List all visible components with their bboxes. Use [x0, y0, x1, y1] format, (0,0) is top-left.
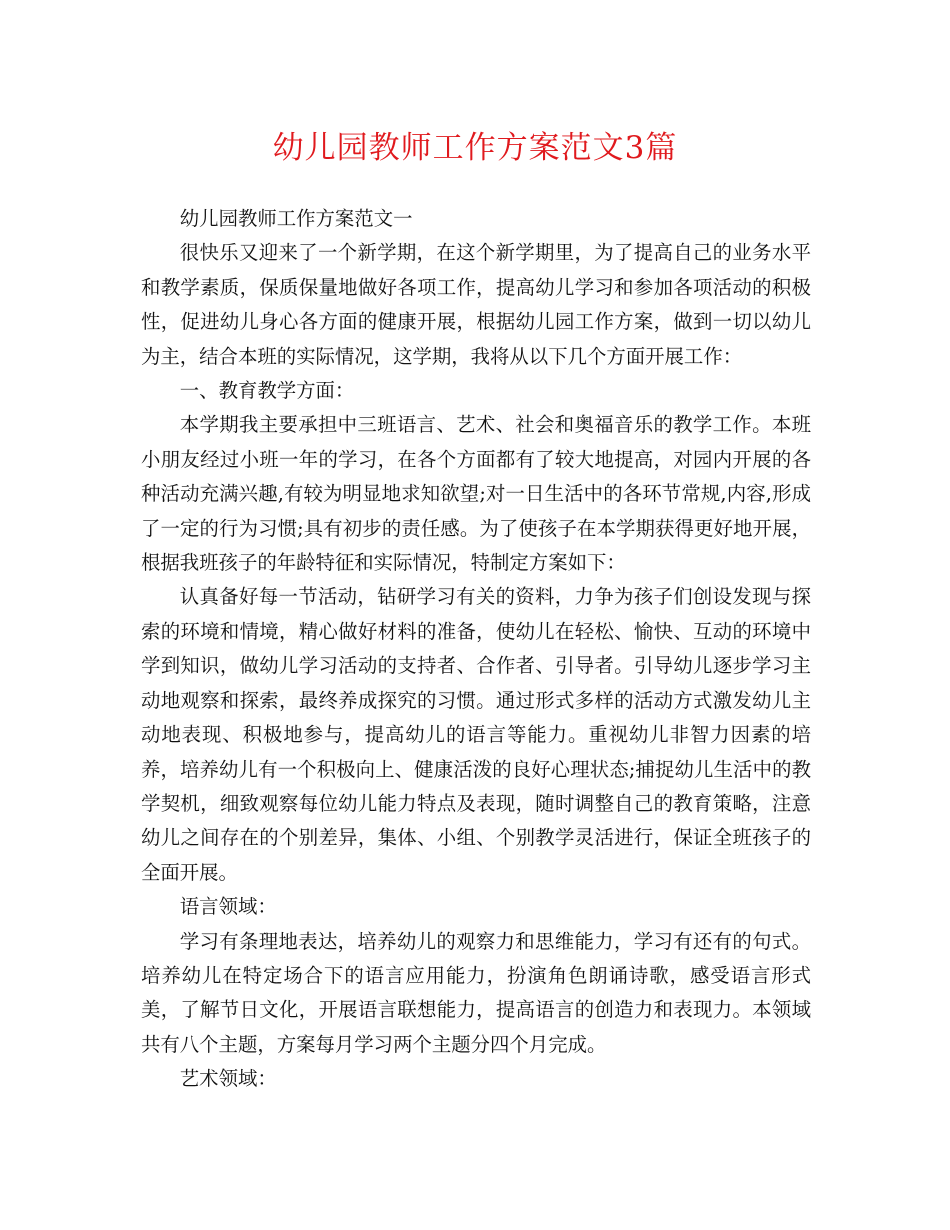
paragraph: 学习有条理地表达，培养幼儿的观察力和思维能力，学习有还有的句式。培养幼儿在特定场合下的语言应用能力，扮演角色朗诵诗歌，感受语言形式美，了解节日文化，开展语言联想能力，提高语言的创造力和表现力。本领域共有八个主题，方案每月学习两个主题分四个月完成。 [141, 929, 811, 1056]
paragraph: 很快乐又迎来了一个新学期，在这个新学期里，为了提高自己的业务水平和教学素质，保质保量地做好各项工作，提高幼儿学习和参加各项活动的积极性，促进幼儿身心各方面的健康开展，根据幼儿园工作方案，做到一切以幼儿为主，结合本班的实际情况，这学期，我将从以下几个方面开展工作： [141, 241, 811, 368]
section-heading: 艺术领域： [179, 1067, 277, 1091]
section-heading: 语言领域： [179, 895, 277, 919]
section-heading: 幼儿园教师工作方案范文一 [179, 207, 413, 230]
paragraph: 本学期我主要承担中三班语言、艺术、社会和奥福音乐的教学工作。本班小朋友经过小班一年的学习，在各个方面都有了较大地提高，对园内开展的各种活动充满兴趣,有较为明显地求知欲望;对一日生活中的各环节常规,内容,形成了一定的行为习惯;具有初步的责任感。为了使孩子在本学期获得更好地开展，根据我班孩子的年龄特征和实际情况，特制定方案如下： [141, 413, 811, 575]
document-body [141, 202, 811, 1097]
document-title: 幼儿园教师工作方案范文3篇 [272, 130, 678, 166]
paragraph: 认真备好每一节活动，钻研学习有关的资料，力争为孩子们创设发现与探索的环境和情境，精心做好材料的准备，使幼儿在轻松、愉快、互动的环境中学到知识，做幼儿学习活动的支持者、合作者、引导者。引导幼儿逐步学习主动地观察和探索，最终养成探究的习惯。通过形式多样的活动方式激发幼儿主动地表现、积极地参与，提高幼儿的语言等能力。重视幼儿非智力因素的培养，培养幼儿有一个积极向上、健康活泼的良好心理状态;捕捉幼儿生活中的教学契机，细致观察每位幼儿能力特点及表现，随时调整自己的教育策略，注意幼儿之间存在的个别差异，集体、小组、个别教学灵活进行，保证全班孩子的全面开展。 [141, 585, 811, 884]
section-heading: 一、教育教学方面： [179, 379, 355, 403]
